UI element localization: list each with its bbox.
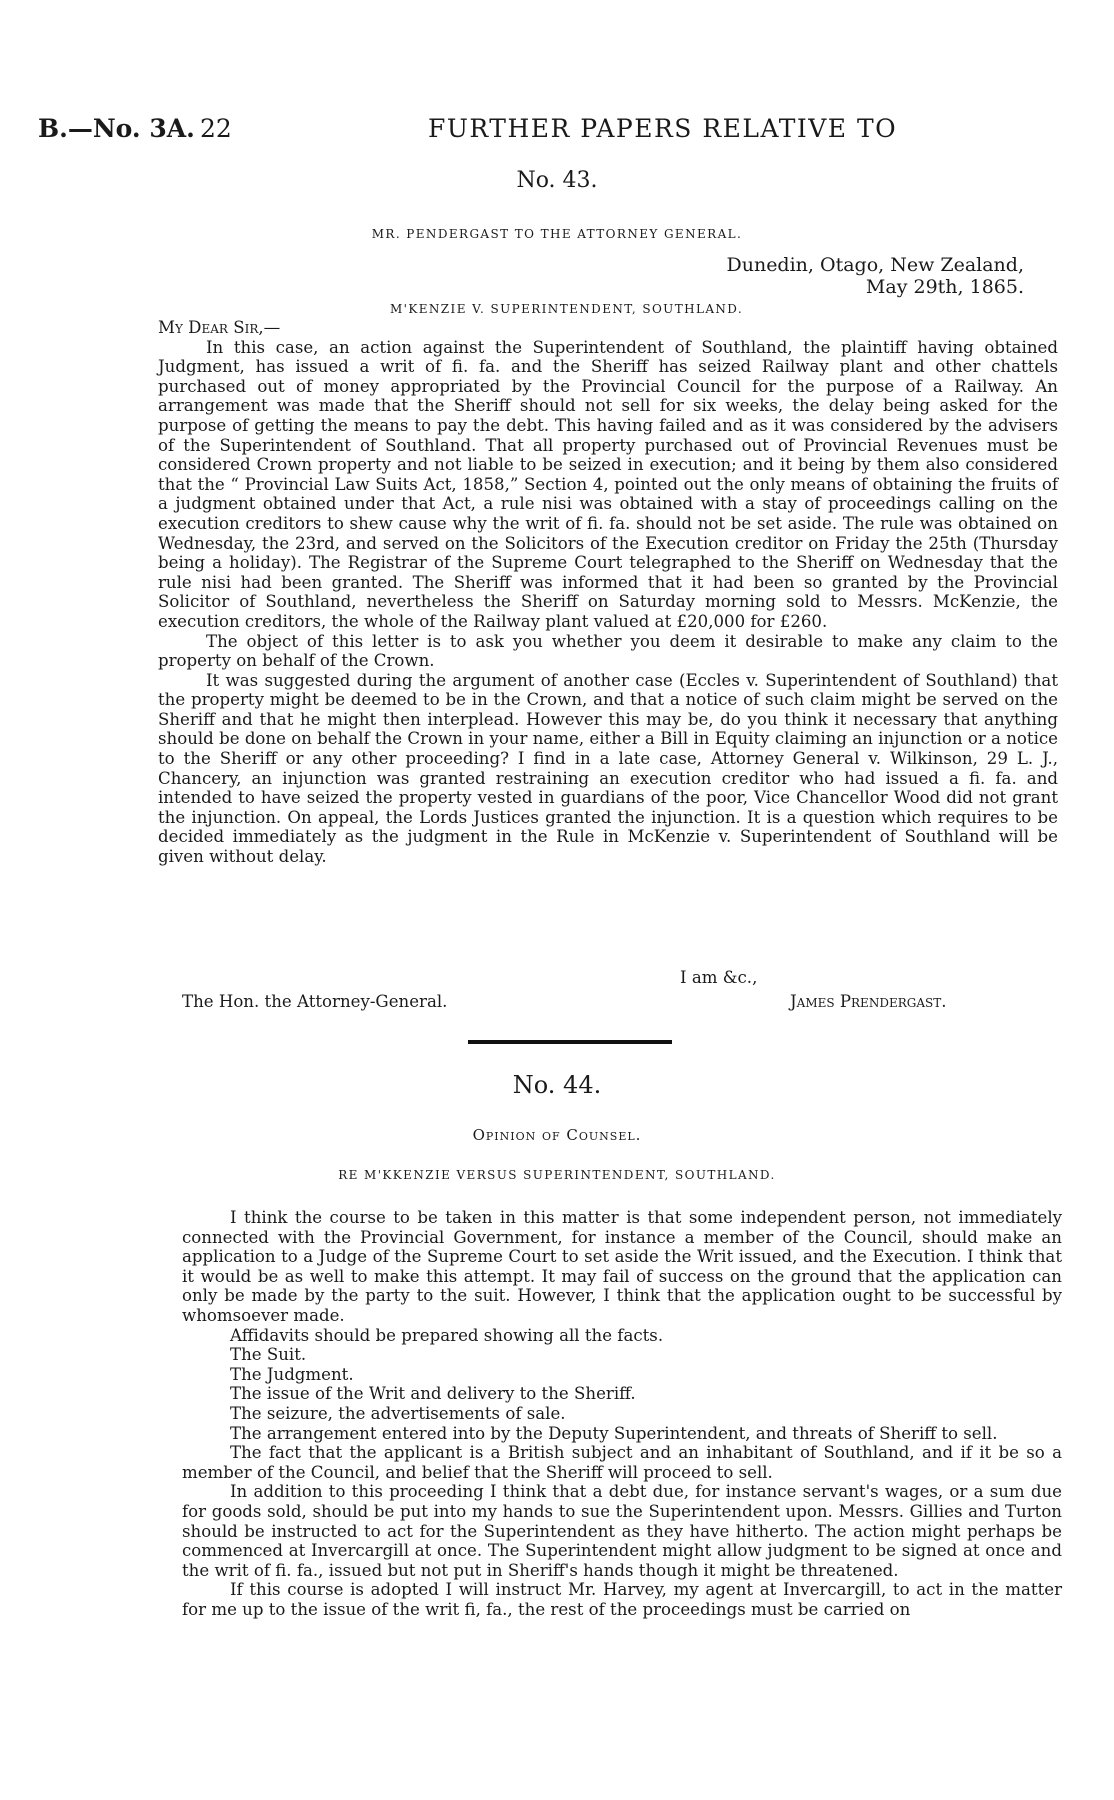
doc43-salutation: My Dear Sir,— — [158, 318, 281, 337]
running-title: FURTHER PAPERS RELATIVE TO — [428, 114, 898, 143]
doc44-list-item: The issue of the Writ and delivery to the Sheriff. — [230, 1384, 636, 1404]
section-divider — [468, 1040, 672, 1044]
doc43-paragraph-2: The object of this letter is to ask you whether you deem it desirable to make any claim to the property on behalf of the Crown. — [158, 631, 1058, 671]
running-header — [38, 114, 1074, 148]
doc43-signature: James Prendergast. — [790, 992, 947, 1011]
document-reference: B.—No. 3A. — [38, 114, 195, 143]
doc44-heading: Opinion of Counsel. — [472, 1126, 642, 1144]
doc43-addressee: The Hon. the Attorney-General. — [182, 992, 448, 1011]
doc44-list-item: The Suit. — [230, 1345, 307, 1365]
doc44-number: No. 44. — [512, 1071, 602, 1099]
doc43-date: May 29th, 1865. — [865, 276, 1024, 298]
doc43-dateline — [726, 254, 1024, 298]
doc44-list-item: The arrangement entered into by the Deputy Superintendent, and threats of Sheriff to sell. — [230, 1423, 998, 1443]
doc44-list-item: The Judgment. — [230, 1364, 354, 1384]
doc44-paragraph-3: If this course is adopted I will instruct Mr. Harvey, my agent at Invercargill, to act in the matter for me up to the issue of the writ fi, fa., the rest of the proceedings must be carried on — [182, 1580, 1062, 1619]
doc44-list-item: The fact that the applicant is a British subject and an inhabitant of Southland, and if it be so a member of the Council, and belief that the Sheriff will proceed to sell. — [182, 1443, 1062, 1482]
doc43-closing: I am &c., — [680, 968, 758, 987]
doc44-case-title: RE M'KKENZIE VERSUS SUPERINTENDENT, SOUTHLAND. — [338, 1168, 776, 1182]
doc43-from-to: MR. PENDERGAST TO THE ATTORNEY GENERAL. — [371, 227, 743, 241]
doc43-number: No. 43. — [516, 168, 598, 193]
doc43-case-title: M'KENZIE V. SUPERINTENDENT, SOUTHLAND. — [390, 302, 744, 316]
doc44-paragraph-2: In addition to this proceeding I think that a debt due, for instance servant's wages, or a sum due for goods sold, should be put into my hands to sue the Superintendent upon. Messrs. Gillies and Turton should be instructed to act for the Superintendent as they have hitherto. The action might perhaps be commenced at Invercargill at once. The Superintendent might allow judgment to be signed at once and the writ of fi. fa., issued but not put in Sheriff's hands though it might be threatened. — [182, 1482, 1062, 1580]
doc44-list-intro: Affidavits should be prepared showing all the facts. — [230, 1325, 664, 1345]
doc43-paragraph-1: In this case, an action against the Superintendent of Southland, the plaintiff having obtained Judgment, has issued a writ of fi. fa. and the Sheriff has seized Railway plant and other chattels purchased out of money appropriated by the Provincial Council for the purpose of a Railway. An arrangement was made that the Sheriff should not sell for six weeks, the delay being asked for the purpose of getting the means to pay the debt. This having failed and as it was considered by the advisers of the Superintendent of Southland. That all property purchased out of Provincial Revenues must be considered Crown property and not liable to be seized in execution; and it being by them also considered that the “ Provincial Law Suits Act, 1858,” Section 4, pointed out the only means of obtaining the fruits of a judgment obtained under that Act, a rule nisi was obtained with a stay of proceedings calling on the execution creditors to shew cause why the writ of fi. fa. should not be set aside. The rule was obtained on Wednesday, the 23rd, and served on the Solicitors of the Execution creditor on Friday the 25th (Thursday being a holiday). The Registrar of the Supreme Court telegraphed to the Sheriff on Wednesday that the rule nisi had been granted. The Sheriff was informed that it had been so granted by the Provincial Solicitor of Southland, nevertheless the Sheriff on Saturday morning sold to Messrs. McKenzie, the execution creditors, the whole of the Railway plant valued at £20,000 for £260. — [158, 337, 1058, 631]
doc43-paragraph-3: It was suggested during the argument of another case (Eccles v. Superintendent of Southland) that the property might be deemed to be in the Crown, and that a notice of such claim might be served on the Sheriff and that he might then interplead. However this may be, do you think it necessary that anything should be done on behalf the Crown in your name, either a Bill in Equity claiming an injunction or a notice to the Sheriff or any other proceeding? I find in a late case, Attorney General v. Wilkinson, 29 L. J., Chancery, an injunction was granted restraining an execution creditor who had issued a fi. fa. and intended to have seized the property vested in guardians of the poor, Vice Chancellor Wood did not grant the injunction. On appeal, the Lords Justices granted the injunction. It is a question which requires to be decided immediately as the judgment in the Rule in McKenzie v. Superintendent of Southland will be given without delay. — [158, 670, 1058, 867]
doc44-body — [182, 1208, 1062, 1619]
doc44-list-item: The seizure, the advertisements of sale. — [230, 1403, 566, 1423]
doc43-place: Dunedin, Otago, New Zealand, — [726, 254, 1024, 276]
doc44-paragraph-1: I think the course to be taken in this matter is that some independent person, not immediately connected with the Provincial Government, for instance a member of the Council, should make an application to a Judge of the Supreme Court to set aside the Writ issued, and the Execution. I think that it would be as well to make this attempt. It may fail of success on the ground that the application can only be made by the party to the suit. However, I think that the application ought to be successful by whomsoever made. — [182, 1208, 1062, 1325]
doc43-letter-body — [158, 318, 1058, 867]
page-number: 22 — [200, 114, 232, 143]
